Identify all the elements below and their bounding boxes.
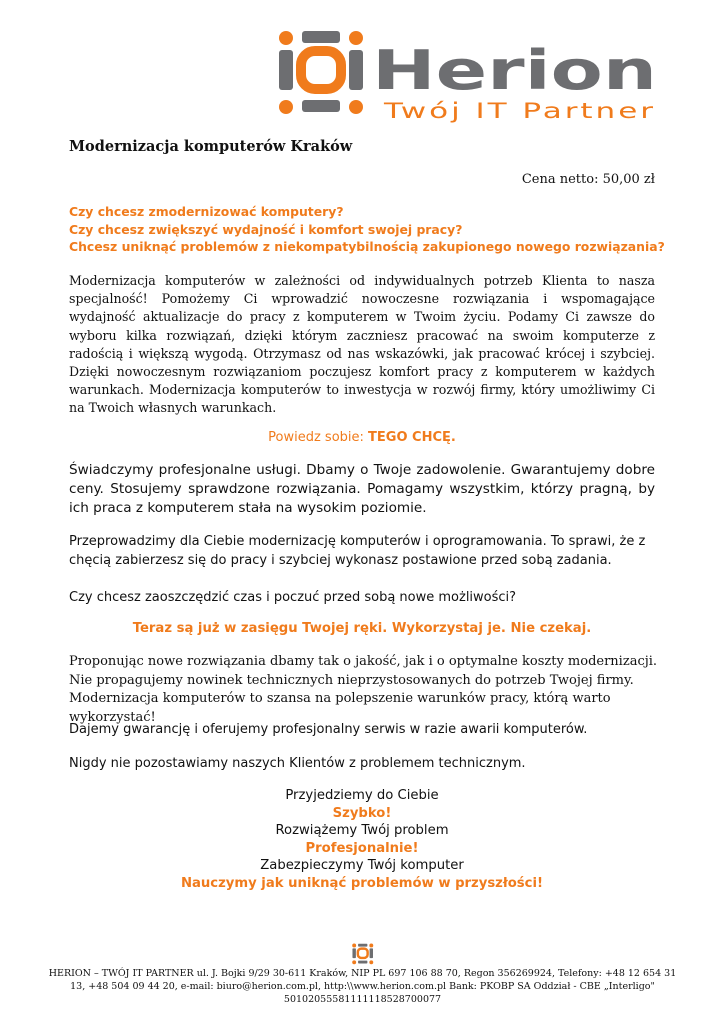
guarantee-line: Dajemy gwarancję i oferujemy profesjonalny serwis w razie awarii komputerów. — [69, 722, 588, 737]
closing-line-5: Zabezpieczymy Twój komputer — [260, 858, 464, 874]
closing-line-1: Przyjedziemy do Ciebie — [285, 788, 439, 803]
question-3: Chcesz uniknąć problemów z niekompatybilnością zakupionego nowego rozwiązania? — [69, 239, 665, 254]
questions — [69, 203, 669, 256]
never-line: Nigdy nie pozostawiamy naszych Klientów z problemem technicznym. — [69, 756, 526, 771]
closing-line-2: Szybko! — [332, 805, 392, 821]
say-line — [69, 430, 655, 445]
intro-paragraph: Modernizacja komputerów w zależności od indywidualnych potrzeb Klienta to nasza specjalność! Pomożemy Ci wprowadzić nowoczesne rozwiązania i wspomagające wydajność aktualizacje do pracy z komputerem w Twoim życiu. Podamy Ci zawsze do wyboru kilka rozwiązań, dzięki którym zaczniesz pracować na swoim komputerze z radością i większą wygodą. Otrzymasz od nas wskazówki, jak pracować krócej i szybciej. Dzięki nowoczesnym rozwiązaniom poczujesz komfort pracy z komputerem w każdych warunkach. Modernizacja komputerów to inwestycja w rozwój firmy, który umożliwimy Ci na Twoich własnych warunkach. — [69, 273, 655, 416]
logo-mark-icon — [279, 31, 363, 114]
closing-line-4: Profesjonalnie! — [305, 840, 419, 856]
footer-line-3: 50102055581111118528700077 — [283, 994, 442, 1005]
footer-line-2: 13, +48 504 09 44 20, e-mail: biuro@herion.com.pl, http:\\www.herion.com.pl Bank: PKOBP SA Oddział - CBE „Interligo" — [70, 981, 655, 992]
save-question: Czy chcesz zaoszczędzić czas i poczuć przed sobą nowe możliwości? — [69, 590, 517, 605]
footer — [40, 967, 685, 1006]
closing-line-3: Rozwiążemy Twój problem — [275, 823, 449, 839]
say-prefix: Powiedz sobie: — [268, 430, 369, 445]
logo-tagline: Twój IT Partner — [382, 99, 656, 123]
closing-line-6: Nauczymy jak uniknąć problemów w przyszłości! — [180, 875, 544, 891]
footer-line-1: HERION – TWÓJ IT PARTNER ul. J. Bojki 9/29 30-611 Kraków, NIP PL 697 106 88 70, Regon 356269924, Telefony: +48 12 654 31 — [48, 968, 677, 979]
price: Cena netto: 50,00 zł — [521, 172, 655, 187]
page-title: Modernizacja komputerów Kraków — [69, 138, 353, 155]
say-emphasis: TEGO CHCĘ. — [368, 430, 456, 445]
question-1: Czy chcesz zmodernizować komputery? — [69, 204, 344, 219]
call-to-action: Teraz są już w zasięgu Twojej ręki. Wykorzystaj je. Nie czekaj. — [132, 621, 592, 636]
footer-logo-icon — [350, 943, 374, 965]
quality-paragraph: Proponując nowe rozwiązania dbamy tak o jakość, jak i o optymalne koszty modernizacji. Nie propagujemy nowinek technicznych nieprzystosowanych do potrzeb Twojej firmy. Modernizacja komputerów to szansa na polepszenie warunków pracy, którą warto wykorzystać! — [69, 654, 658, 725]
logo-name: Herion — [372, 39, 657, 102]
question-2: Czy chcesz zwiększyć wydajność i komfort swojej pracy? — [69, 221, 463, 237]
closing-block — [69, 787, 655, 893]
modernization-paragraph: Przeprowadzimy dla Ciebie modernizację komputerów i oprogramowania. To sprawi, że z chęcią zabierzesz się do pracy i szybciej wykonasz postawione przed sobą zadania. — [69, 534, 646, 568]
services-paragraph: Świadczymy profesjonalne usługi. Dbamy o Twoje zadowolenie. Gwarantujemy dobre ceny. Stosujemy sprawdzone rozwiązania. Pomagamy wszystkim, którzy pragną, by ich praca z komputerem stała na wysokim poziomie. — [69, 462, 655, 516]
herion-logo — [272, 28, 662, 128]
